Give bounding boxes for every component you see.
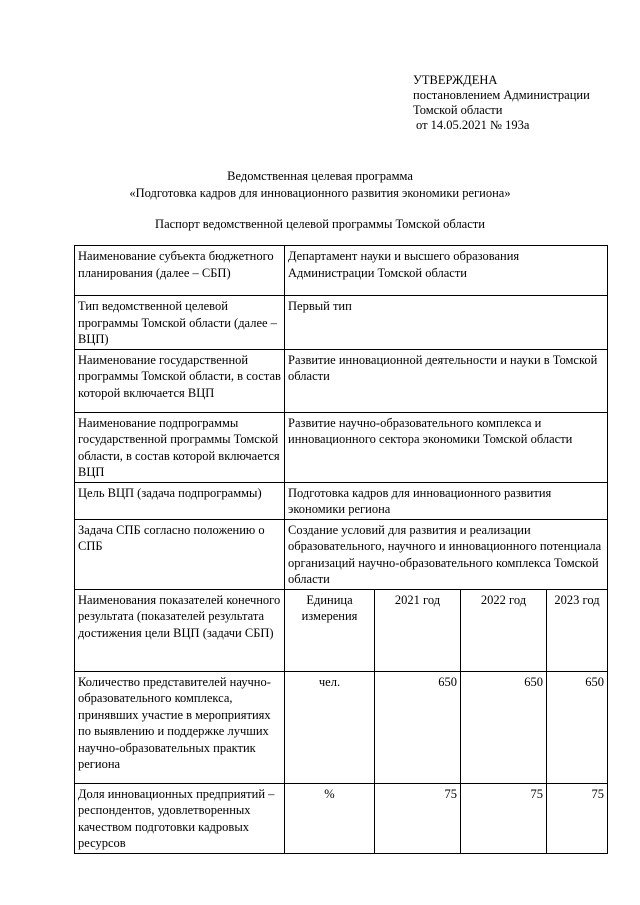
approval-date-number: от 14.05.2021 № 193а xyxy=(416,118,530,132)
indicator-row xyxy=(75,671,608,783)
year-2021-header: 2021 год xyxy=(375,589,461,671)
row-value: Первый тип xyxy=(285,296,608,350)
program-type: Ведомственная целевая программа xyxy=(227,169,413,183)
indicator-header-row xyxy=(75,589,608,671)
indicator-2022: 650 xyxy=(461,671,547,783)
indicator-2023: 75 xyxy=(547,783,608,853)
indicator-2023: 650 xyxy=(547,671,608,783)
approval-region: Томской области xyxy=(413,103,503,117)
indicator-unit: % xyxy=(285,783,375,853)
indicator-label: Количество представителей научно-образовательного комплекса, принявших участие в мероприятиях по выявлению и поддержке лучших научно-образовательных практик региона xyxy=(75,671,285,783)
indicator-2021: 650 xyxy=(375,671,461,783)
table-row xyxy=(75,482,608,519)
indicator-label: Доля инновационных предприятий – респондентов, удовлетворенных качеством подготовки кадровых ресурсов xyxy=(75,783,285,853)
row-value: Департамент науки и высшего образования Администрации Томской области xyxy=(285,246,608,296)
passport-title: Паспорт ведомственной целевой программы Томской области xyxy=(155,217,485,231)
row-label: Наименование субъекта бюджетного планирования (далее – СБП) xyxy=(75,246,285,296)
indicator-row xyxy=(75,783,608,853)
unit-header: Единица измерения xyxy=(285,589,375,671)
row-value: Развитие научно-образовательного комплекса и инновационного сектора экономики Томской области xyxy=(285,412,608,482)
row-value: Развитие инновационной деятельности и науки в Томской области xyxy=(285,349,608,412)
row-label: Цель ВЦП (задача подпрограммы) xyxy=(75,482,285,519)
indicator-header-label: Наименования показателей конечного результата (показателей результата достижения цели ВЦП (задачи СБП) xyxy=(75,589,285,671)
year-2023-header: 2023 год xyxy=(547,589,608,671)
table-row xyxy=(75,412,608,482)
indicator-2022: 75 xyxy=(461,783,547,853)
approval-authority: постановлением Администрации xyxy=(413,88,590,102)
row-value: Создание условий для развития и реализации образовательного, научного и инновационного потенциала организаций научно-образовательного комплекса Томской области xyxy=(285,519,608,589)
passport-table xyxy=(74,245,608,854)
table-row xyxy=(75,246,608,296)
row-label: Наименование подпрограммы государственной программы Томской области, в состав которой включается ВЦП xyxy=(75,412,285,482)
row-value: Подготовка кадров для инновационного развития экономики региона xyxy=(285,482,608,519)
table-row xyxy=(75,519,608,589)
indicator-2021: 75 xyxy=(375,783,461,853)
program-title: «Подготовка кадров для инновационного развития экономики региона» xyxy=(129,186,511,200)
approval-stamp xyxy=(413,73,633,133)
approval-status: УТВЕРЖДЕНА xyxy=(413,73,498,87)
table-row xyxy=(75,349,608,412)
table-row xyxy=(75,296,608,350)
row-label: Задача СПБ согласно положению о СПБ xyxy=(75,519,285,589)
row-label: Тип ведомственной целевой программы Томской области (далее – ВЦП) xyxy=(75,296,285,350)
program-heading xyxy=(0,168,640,202)
year-2022-header: 2022 год xyxy=(461,589,547,671)
indicator-unit: чел. xyxy=(285,671,375,783)
row-label: Наименование государственной программы Томской области, в состав которой включается ВЦП xyxy=(75,349,285,412)
